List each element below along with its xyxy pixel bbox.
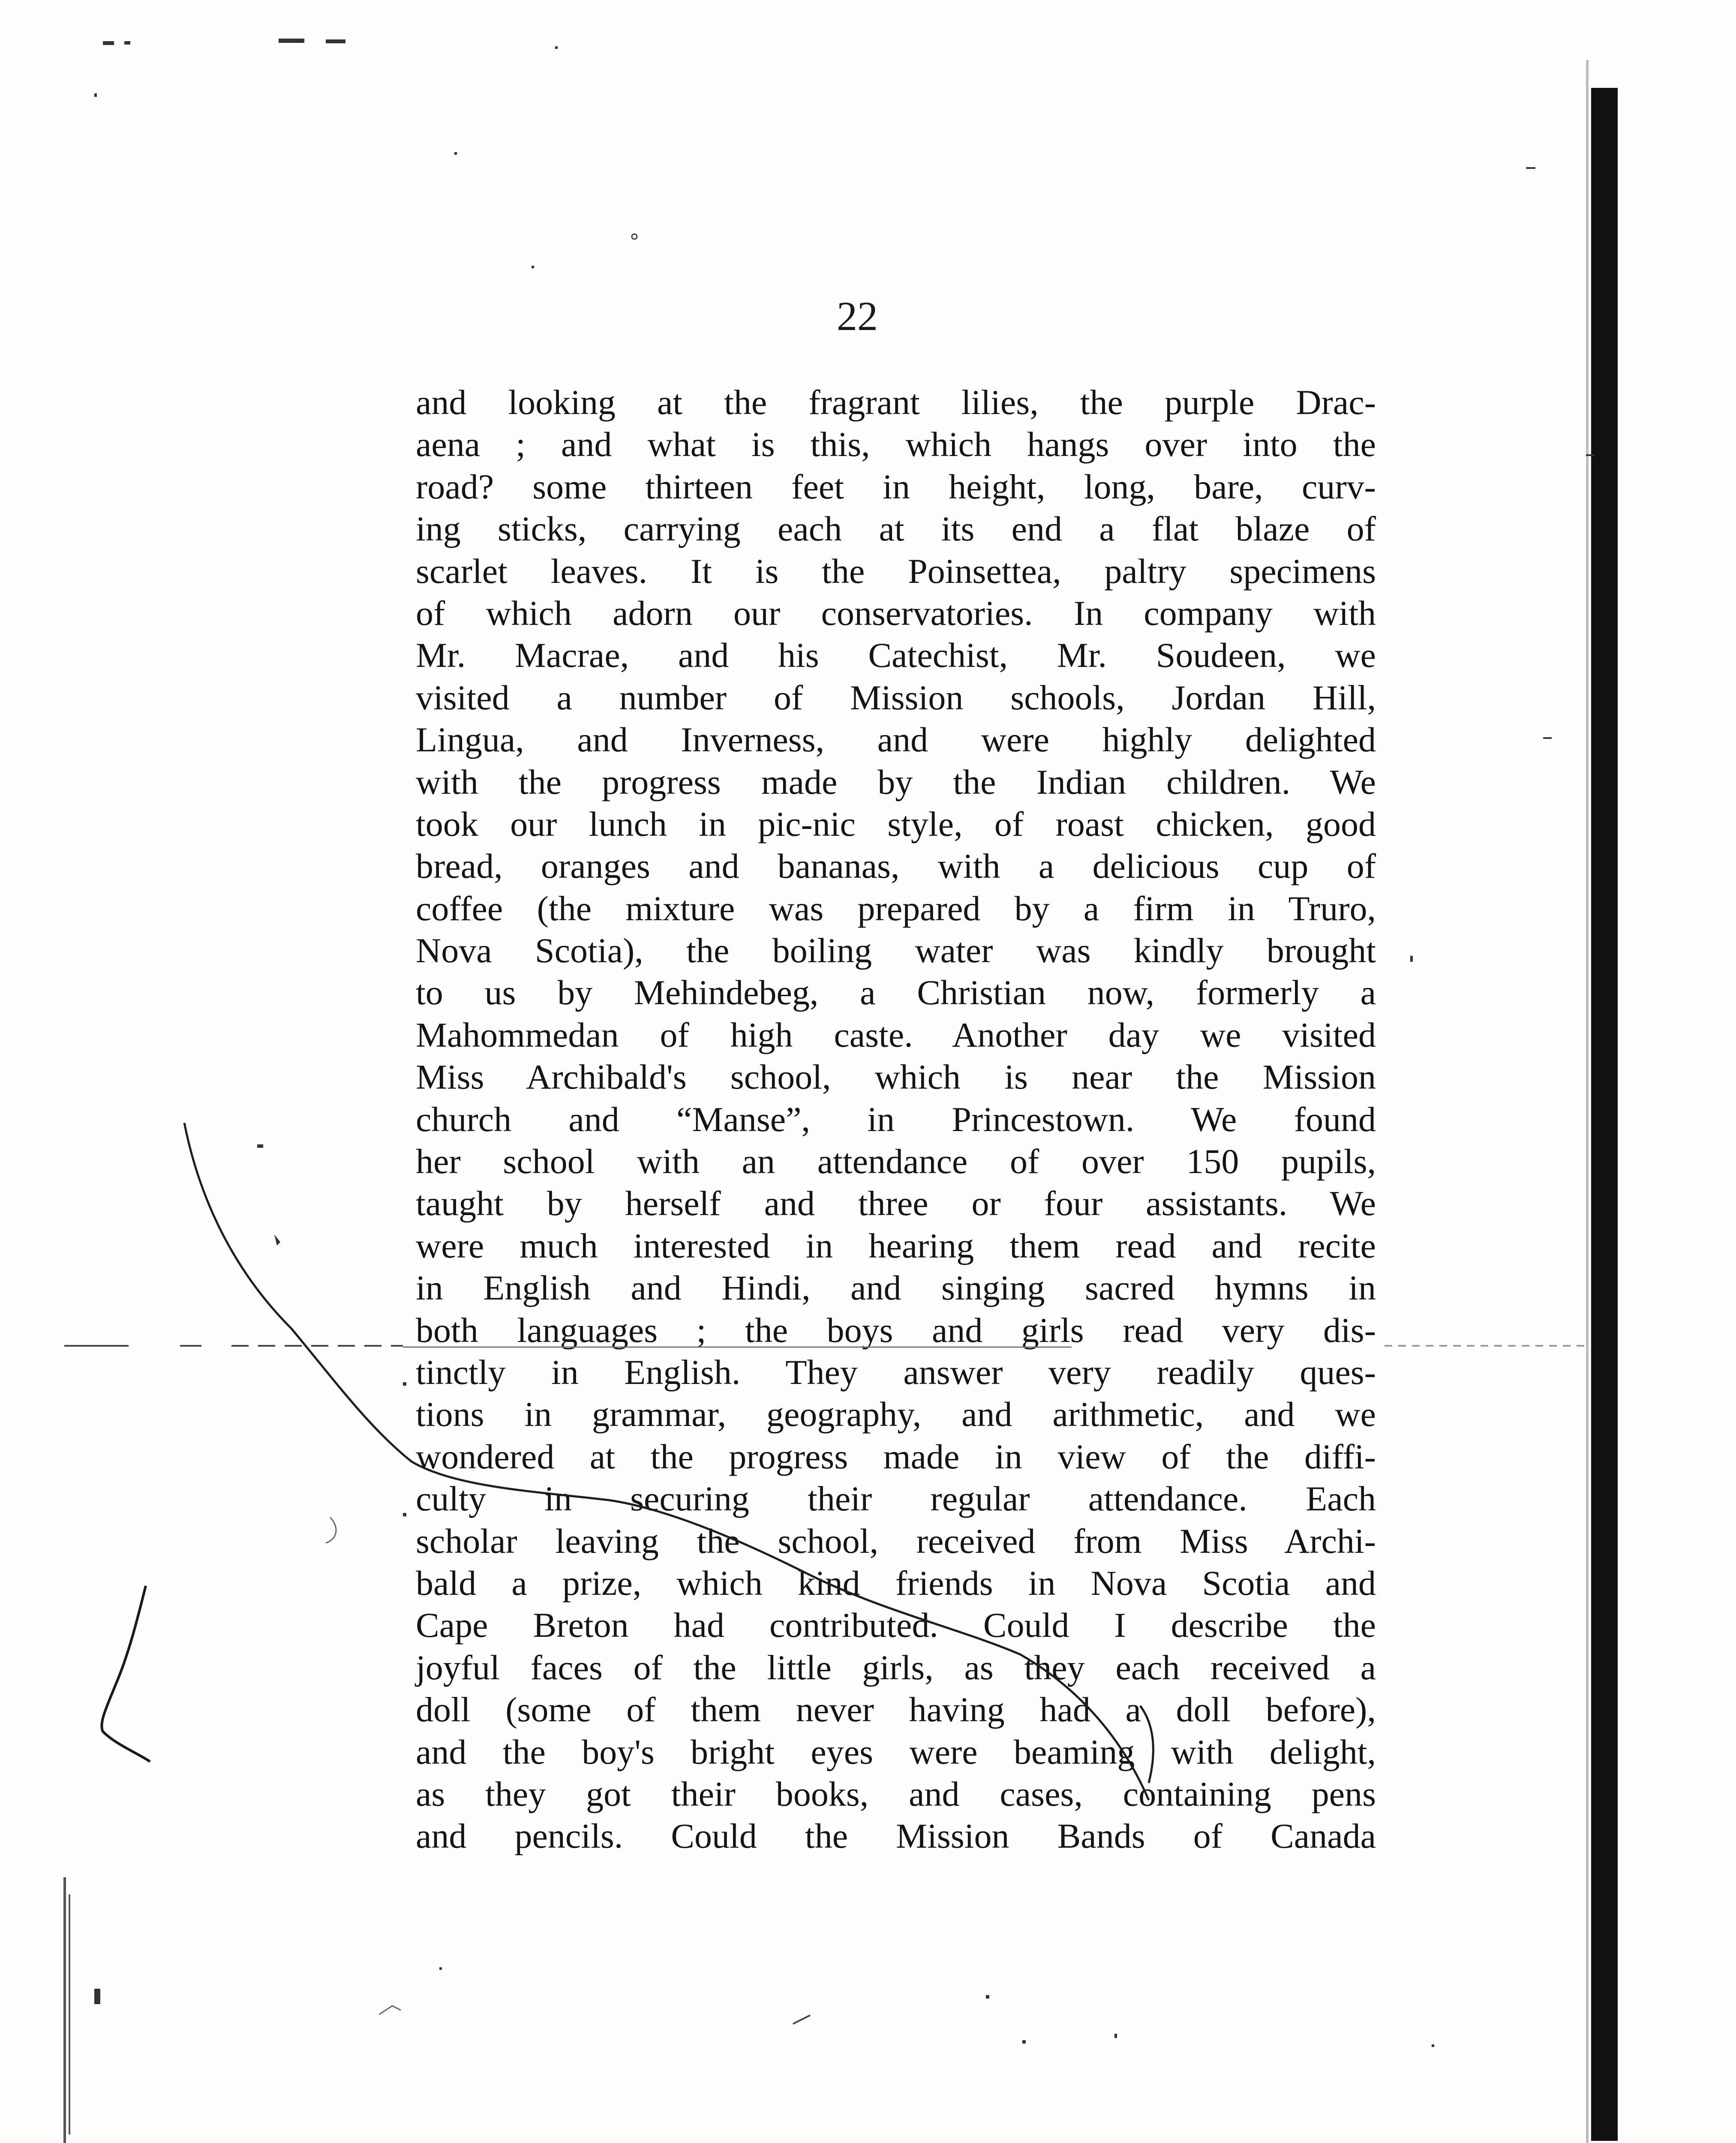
text-line: to us by Mehindebeg, a Christian now, formerly a bbox=[416, 973, 1376, 1012]
text-line: of which adorn our conservatories. In company with bbox=[416, 593, 1376, 633]
text-line: both languages ; the boys and girls read very dis- bbox=[416, 1310, 1376, 1350]
text-line: visited a number of Mission schools, Jordan Hill, bbox=[416, 678, 1376, 717]
text-line: Miss Archibald's school, which is near the Mission bbox=[416, 1057, 1376, 1097]
binding-edge-shadow bbox=[1586, 60, 1589, 2143]
text-line: her school with an attendance of over 150 pupils, bbox=[416, 1142, 1376, 1181]
text-line: church and “Manse”, in Princestown. We found bbox=[416, 1099, 1376, 1139]
body-text bbox=[416, 381, 1376, 1858]
text-line: taught by herself and three or four assistants. We bbox=[416, 1184, 1376, 1223]
text-line: tions in grammar, geography, and arithmetic, and we bbox=[416, 1395, 1376, 1434]
text-line: Cape Breton had contributed. Could I describe the bbox=[416, 1606, 1376, 1645]
text-line: and pencils. Could the Mission Bands of Canada bbox=[416, 1816, 1376, 1856]
bottom-scan-tick bbox=[793, 2015, 810, 2024]
binding-edge-bar bbox=[1591, 88, 1618, 2141]
text-line: joyful faces of the little girls, as they each received a bbox=[416, 1648, 1376, 1687]
text-line: as they got their books, and cases, containing pens bbox=[416, 1774, 1376, 1813]
left-scan-edge bbox=[63, 1877, 70, 2143]
text-line: road? some thirteen feet in height, long, bare, curv- bbox=[416, 467, 1376, 506]
text-line: scholar leaving the school, received from Miss Archi- bbox=[416, 1521, 1376, 1561]
text-line: culty in securing their regular attendance. Each bbox=[416, 1479, 1376, 1519]
page-number: 22 bbox=[837, 293, 878, 339]
text-line: Nova Scotia), the boiling water was kindly brought bbox=[416, 931, 1376, 970]
text-line: bald a prize, which kind friends in Nova Scotia and bbox=[416, 1563, 1376, 1603]
text-line: with the progress made by the Indian children. We bbox=[416, 762, 1376, 801]
text-line: were much interested in hearing them read and recite bbox=[416, 1226, 1376, 1265]
text-line: coffee (the mixture was prepared by a firm in Truro, bbox=[416, 888, 1376, 928]
bottom-scan-tick bbox=[379, 2006, 401, 2014]
text-line: wondered at the progress made in view of the diffi- bbox=[416, 1437, 1376, 1476]
text-line: took our lunch in pic-nic style, of roast chicken, good bbox=[416, 804, 1376, 843]
text-line: doll (some of them never having had a doll before), bbox=[416, 1690, 1376, 1729]
text-line: Lingua, and Inverness, and were highly delighted bbox=[416, 720, 1376, 759]
text-line: scarlet leaves. It is the Poinsettea, paltry specimens bbox=[416, 551, 1376, 591]
text-line: and looking at the fragrant lilies, the purple Drac- bbox=[416, 383, 1376, 422]
text-line: ing sticks, carrying each at its end a flat blaze of bbox=[416, 509, 1376, 549]
text-line: and the boy's bright eyes were beaming with delight, bbox=[416, 1732, 1376, 1771]
margin-slash-mark bbox=[102, 1586, 150, 1762]
text-line: bread, oranges and bananas, with a delicious cup of bbox=[416, 846, 1376, 886]
text-line: aena ; and what is this, which hangs over into the bbox=[416, 425, 1376, 464]
text-line: in English and Hindi, and singing sacred hymns in bbox=[416, 1268, 1376, 1308]
text-line: Mr. Macrae, and his Catechist, Mr. Soudeen, we bbox=[416, 636, 1376, 675]
text-line: Mahommedan of high caste. Another day we visited bbox=[416, 1015, 1376, 1054]
text-line: tinctly in English. They answer very readily ques- bbox=[416, 1352, 1376, 1392]
margin-small-mark bbox=[326, 1517, 336, 1543]
